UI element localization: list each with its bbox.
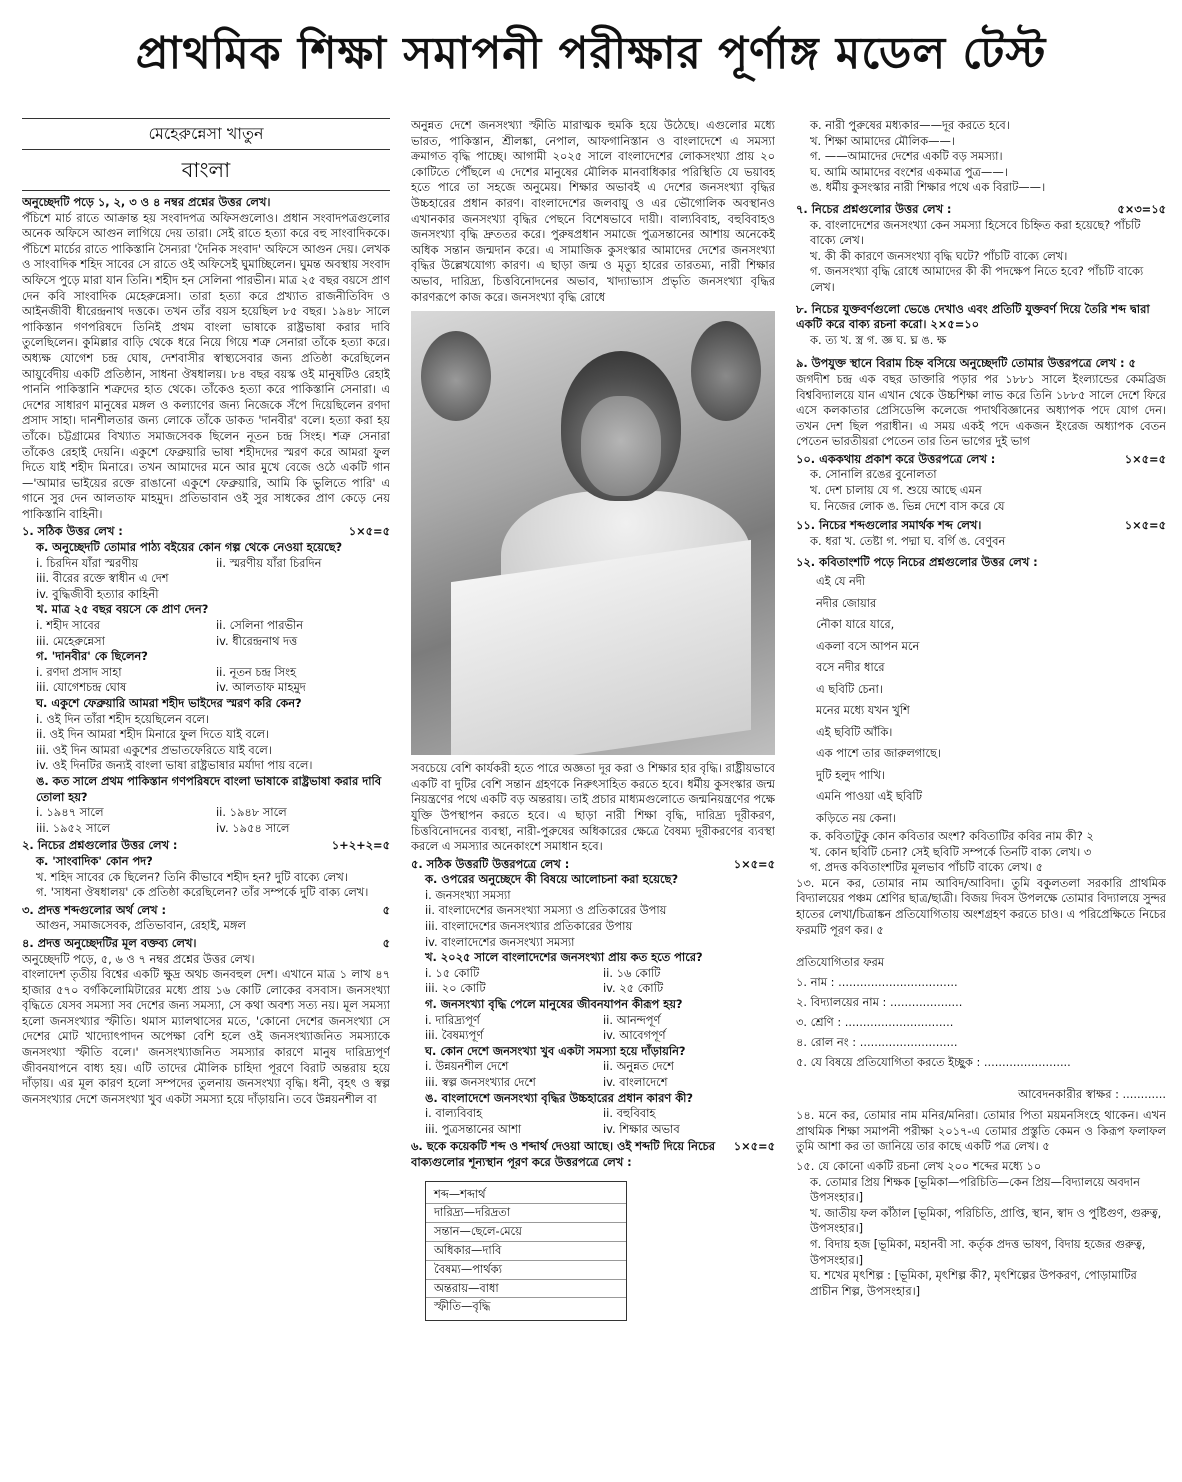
option: iv. আলতাফ মাহমুদ xyxy=(216,680,306,695)
option: ii. বাংলাদেশের জনসংখ্যা সমস্যা ও প্রতিকারের উপায় xyxy=(425,903,667,918)
q1-a: ক. অনুচ্ছেদটি তোমার পাঠ্য বইয়ের কোন গল্প থেকে নেওয়া হয়েছে? xyxy=(36,540,343,555)
poem-line: বসে নদীর ধারে xyxy=(816,660,885,675)
q9-text: জগদীশ চন্দ্র এক বছর ডাক্তারি পড়ার পর ১৮৮১ সালে ইংল্যান্ডের কেমব্রিজ বিশ্ববিদ্যালয়ে যান এখান থেকে উচ্চশিক্ষা লাভ করে তিনি ১৮৮৫ সালে দেশে ফিরে এসে কলকাতার প্রেসিডেন্সি কলেজে পদার্থবিজ্ঞানের অধ্যাপক পদে যোগ দেন। তখন দেশ ছিল পরাধীন। এ সময় একই পদে একজন ইংরেজ অধ্যাপক বেতন পেতেন ভারতীয়রা পেতেন তার তিন ভাগের দুই ভাগ xyxy=(796,371,1166,449)
q12-b: খ. কোন ছবিটি চেনা? সেই ছবিটি সম্পর্কে তিনটি বাক্য লেখ। ৩ xyxy=(810,844,1092,859)
intro-2: অনুচ্ছেদটি পড়ে, ৫, ৬ ও ৭ নম্বর প্রশ্নের উত্তর লেখ। xyxy=(22,951,255,966)
option: ii. সেলিনা পারভীন xyxy=(216,618,304,633)
passage-2: বাংলাদেশ তৃতীয় বিশ্বের একটি ক্ষুদ্র অথচ জনবহুল দেশ। এখানে মাত্র ১ লাখ ৪৭ হাজার ৫৭০ বর্গকিলোমিটারের মধ্যে প্রায় ১৬ কোটি লোকের বসবাস। জনসংখ্যা বৃদ্ধিতে যেসব সমস্যা সব দেশের জন্য সমস্যা, সে কথা অবশ্য সত্য নয়। মূল সমস্যা হলো জনসংখ্যার স্ফীতি। থমাস ম্যালথাসের মতে, 'কোনো দেশের জনসংখ্যা সে দেশের মোট খাদ্যোৎপাদন অপেক্ষা বেশি হলে ওই জনসংখ্যাজনিত সমস্যাকে জনসংখ্যা স্ফীতি বলে।' জনসংখ্যাজনিত সমস্যার কারণে মানুষ দারিদ্র্যপূর্ণ জীবনযাপনে বাধ্য হয়। এটি তাদের মৌলিক চাহিদা পূরণে বিরাট অন্তরায় হয়ে দাঁড়ায়। এর মূল কারণ হলো সম্পদের তুলনায় জনসংখ্যা বৃদ্ধি। ধনী, বৃহৎ ও স্বল্প জনসংখ্যার দেশে জনসংখ্যা খুব একটা সমস্যা হয়ে দাঁড়ায়নি। তবে উন্নয়নশীল বা xyxy=(22,967,390,1106)
intro-heading: অনুচ্ছেদটি পড়ে ১, ২, ৩ ও ৪ নম্বর প্রশ্নের উত্তর লেখ। xyxy=(22,195,271,209)
question-9-header: ৯. উপযুক্ত স্থানে বিরাম চিহ্ন বসিয়ে অনুচ্ছেদটি তোমার উত্তরপত্রে লেখ : ৫ xyxy=(796,356,1136,371)
question-12-header: ১২. কবিতাংশটি পড়ে নিচের প্রশ্নগুলোর উত্তর লেখ : xyxy=(796,555,1038,570)
option: ii. স্মরণীয় যাঁরা চিরদিন xyxy=(216,555,322,570)
option: ii. বহুবিবাহ xyxy=(603,1106,656,1121)
option: ii. আনন্দপূর্ণ xyxy=(603,1012,661,1027)
option: iii. মেহেরুন্নেসা xyxy=(36,633,105,648)
column-2 xyxy=(411,118,775,1478)
poem-line: একলা বসে আপন মনে xyxy=(816,638,920,653)
option: i. ১৯৪৭ সালে xyxy=(36,805,104,820)
q5-e: ঙ. বাংলাদেশে জনসংখ্যা বৃদ্ধির উচ্চহারের প্রধান কারণ কী? xyxy=(425,1090,694,1105)
q7-item: খ. কী কী কারণে জনসংখ্যা বৃদ্ধি ঘটে? পাঁচটি বাক্যে লেখ। xyxy=(810,248,1068,263)
poem xyxy=(796,571,1166,829)
option: iv. বুদ্ধিজীবী হত্যার কাহিনী xyxy=(36,586,159,601)
option: iv. ২৫ কোটি xyxy=(603,981,664,996)
form-title: প্রতিযোগিতার ফরম xyxy=(796,955,885,970)
q10-item: ঘ. নিজের লোক ঙ. ভিন্ন দেশে বাস করে যে xyxy=(810,498,1005,513)
q10-item: ক. সোনালি রঙের বুনোলতা xyxy=(810,467,937,482)
q12-a: ক. কবিতাটুকু কোন কবিতার অংশ? কবিতাটির কবির নাম কী? ২ xyxy=(810,829,1094,844)
q5-d: ঘ. কোন দেশে জনসংখ্যা খুব একটা সমস্যা হয়ে দাঁড়ায়নি? xyxy=(425,1043,686,1058)
poem-line: দুটি হলুদ পাখি। xyxy=(816,767,885,782)
competition-form xyxy=(796,952,1166,1104)
word-meaning-box xyxy=(425,1181,627,1322)
q15-item: ঘ. শখের মৃৎশিল্প : [ভূমিকা, মৃৎশিল্প কী?, মৃৎশিল্পের উপকরণ, পোড়ামাটির প্রাচীন শিল্প, উপসংহার।] xyxy=(810,1268,1137,1298)
option: iii. ১৯৫২ সালে xyxy=(36,820,110,835)
option: i. দারিদ্র্যপূর্ণ xyxy=(425,1012,480,1027)
passage-1: পঁচিশে মার্চ রাতে আক্রান্ত হয় সংবাদপত্র অফিসগুলোও। প্রধান সংবাদপত্রগুলোর অনেক অফিসে আগুন লাগিয়ে দেয় তারা। সেই রাতে হত্যা করে বহু সাংবাদিককে। পঁচিশে মার্চের রাতে পাকিস্তানি সৈন্যরা 'দৈনিক সংবাদ' অফিসে আগুন দেয়। লেখক ও সাংবাদিক শহিদ সাবের সে রাতে ওই অফিসেই ঘুমাচ্ছিলেন। ঘুমন্ত অবস্থায় সংবাদ অফিসে পুড়ে মারা যান তিনি। শহীদ হন সেলিনা পারভীন। মাত্র ২৫ বছর বয়সে প্রাণ দেন কবি সাংবাদিক মেহেরুন্নেসা। তারা হত্যা করে প্রখ্যাত রাজনীতিবিদ ও আইনজীবী ধীরেন্দ্রনাথ দত্তকে। তখন তাঁর বয়স হয়েছিল ৮৫ বছর। ১৯৪৮ সালে পাকিস্তান গণপরিষদে তিনিই প্রথম বাংলা ভাষাকে রাষ্ট্রভাষা করার দাবি তুলেছিলেন। কুমিল্লার বাড়ি থেকে ধরে নিয়ে গিয়ে শত্রু সেনারা তাঁকে হত্যা করে। অধ্যক্ষ যোগেশ চন্দ্র ঘোষ, দেশবাসীর স্বাস্থ্যসেবার জন্য প্রতিষ্ঠা করেছিলেন আয়ুর্বেদীয় একটি প্রতিষ্ঠান, সাধনা ঔষধালয়। ৮৪ বছর বয়স্ক ওই মানুষটিও রেহাই পাননি পাকিস্তানি শত্রুদের হাত থেকে। তাঁকেও হত্যা করে পাকিস্তানি সেনারা। এ দেশের সাধারণ মানুষের মঙ্গল ও কল্যাণের জন্য নিজেকে সঁপে দিয়েছিলেন রণদা প্রসাদ সাহা। দানশীলতার জন্য লোকে তাঁকে ডাকত 'দানবীর' বলে। হত্যা করা হয় তাঁকে। চট্টগ্রামের বিখ্যাত সমাজসেবক ছিলেন নূতন চন্দ্র সিংহ। শত্রু সেনারা তাঁকেও রেহাই দেয়নি। একুশে ফেব্রুয়ারি ভাষা শহীদদের স্মরণ করে আমরা ফুল দিতে যাই শহীদ মিনারে। তখন আমাদের মনে আর মুখে বেজে ওঠে একটি গান—'আমার ভাইয়ের রক্তে রাঙানো একুশে ফেব্রুয়ারি, আমি কি ভুলিতে পারি' এ গানে সুর দেন আলতাফ মাহমুদ। প্রতিভাবান ওই সুর সাধকের প্রাণ কেড়ে নেয় পাকিস্তানি বাহিনী। xyxy=(22,210,390,521)
q15-item: ক. তোমার প্রিয় শিক্ষক [ভূমিকা—পরিচিতি—কেন প্রিয়—বিদ্যালয়ে অবদান উপসংহার।] xyxy=(810,1174,1140,1205)
subject-heading: বাংলা xyxy=(22,150,390,191)
option: i. বাল্যবিবাহ xyxy=(425,1106,483,1121)
option: iii. বীরের রক্তে স্বাধীন এ দেশ xyxy=(36,571,169,586)
option: iii. বৈষম্যপূর্ণ xyxy=(425,1028,484,1043)
question-5-header: ৫. সঠিক উত্তরটি উত্তরপত্রে লেখ : ১×৫=৫ xyxy=(411,856,775,871)
option: iii. পুত্রসন্তানের আশা xyxy=(425,1121,522,1136)
word-row: বৈষম্য—পার্থক্য xyxy=(426,1261,626,1280)
form-field: ১. নাম : ................................. xyxy=(796,975,958,990)
poem-line: এই যে নদী xyxy=(816,574,866,589)
form-field: ৩. শ্রেণি : .............................. xyxy=(796,1015,954,1030)
q5-c: গ. জনসংখ্যা বৃদ্ধি পেলে মানুষের জীবনযাপন কীরূপ হয়? xyxy=(425,997,683,1012)
option: iv. শিক্ষার অভাব xyxy=(603,1121,680,1136)
q15-item: গ. বিদায় হজ [ভূমিকা, মহানবী সা. কর্তৃক প্রদত্ত ভাষণ, বিদায় হজের গুরুত্ব, উপসংহার।] xyxy=(810,1236,1146,1267)
q6-item: খ. শিক্ষা আমাদের মৌলিক——। xyxy=(810,133,956,148)
q8-items: ক. ত্য খ. স্ত্র গ. জ্ঞ ঘ. ঘ্ন ঙ. ক্ষ xyxy=(810,332,947,347)
option: ii. ওই দিন আমরা শহীদ মিনারে ফুল দিতে যাই বলে। xyxy=(36,727,270,742)
passage-2-end: সবচেয়ে বেশি কার্যকরী হতে পারে অজ্ঞতা দূর করা ও শিক্ষার হার বৃদ্ধি। রাষ্ট্রীয়ভাবে একটি বা দুটির বেশি সন্তান গ্রহণকে নিরুৎসাহিত করতে হবে। ধর্মীয় কুসংস্কার জন্ম নিয়ন্ত্রণের পথে একটি বড় অন্তরায়। তাই প্রচার মাধ্যমগুলোতে জন্মনিয়ন্ত্রণের পক্ষে যুক্তি উপস্থাপন করতে হবে। এ ছাড়া নারী শিক্ষা বৃদ্ধি, দারিদ্র্য দূরীকরণ, চিত্তবিনোদনের ব্যবস্থা, নারী-পুরুষের অধিকারের ক্ষেত্রে বৈষম্য দূরীকরণের ব্যবস্থা করলে এ সমস্যার অনেকাংশে সমাধান হবে। xyxy=(411,761,775,854)
poem-line: নদীর জোয়ার xyxy=(816,595,877,610)
poem-line: এমনি পাওয়া এই ছবিটি xyxy=(816,789,922,804)
q6-item: গ. ——আমাদের দেশের একটি বড় সমস্যা। xyxy=(810,149,1003,164)
poem-line: নৌকা যারে যারে, xyxy=(816,617,895,632)
option: i. রণদা প্রসাদ সাহা xyxy=(36,664,122,679)
question-6-header: ৬. ছকে কয়েকটি শব্দ ও শব্দার্থ দেওয়া আছে। ওই শব্দটি দিয়ে নিচের বাক্যগুলোর শূন্যস্থান পূরণ করে উত্তরপত্রে লেখ : ১×৫=৫ xyxy=(411,1139,775,1169)
option: iv. ধীরেন্দ্রনাথ দত্ত xyxy=(216,633,298,648)
q2-a: ক. 'সাংবাদিক' কোন পদ? xyxy=(36,853,153,868)
option: iii. স্বল্প জনসংখ্যার দেশে xyxy=(425,1075,536,1089)
word-row: অন্তরায়—বাধা xyxy=(426,1280,626,1299)
q11-items: ক. ধরা খ. তেষ্টা গ. পদ্মা ঘ. বর্গি ঙ. বেণুবন xyxy=(810,533,1006,548)
option: iii. ওই দিন আমরা একুশের প্রভাতফেরিতে যাই বলে। xyxy=(36,742,272,757)
question-1-header: ১. সঠিক উত্তর লেখ : ১×৫=৫ xyxy=(22,524,390,539)
option: ii. ১৬ কোটি xyxy=(603,965,661,980)
option: iii. ২০ কোটি xyxy=(425,981,486,996)
option: ii. নূতন চন্দ্র সিংহ xyxy=(216,664,296,679)
q6-item: ঘ. আমি আমাদের বংশের একমাত্র পুত্র——। xyxy=(810,164,1008,179)
option: iii. যোগেশচন্দ্র ঘোষ xyxy=(36,680,127,695)
q3-words: আগুন, সমাজসেবক, প্রতিভাবান, রেহাই, মঙ্গল xyxy=(36,918,246,933)
option: i. ১৫ কোটি xyxy=(425,965,480,980)
word-row: স্ফীতি—বৃদ্ধি xyxy=(434,1299,491,1314)
question-7-header: ৭. নিচের প্রশ্নগুলোর উত্তর লেখ : ৫×৩=১৫ xyxy=(796,201,1166,216)
option: iv. বাংলাদেশের জনসংখ্যা সমস্যা xyxy=(425,934,575,949)
q6-item: ঙ. ধর্মীয় কুসংস্কার নারী শিক্ষার পথে এক বিরাট——। xyxy=(810,180,1046,195)
q5-a: ক. ওপরের অনুচ্ছেদে কী বিষয়ে আলোচনা করা হয়েছে? xyxy=(425,872,679,887)
poem-line: মনের মধ্যে যখন খুশি xyxy=(816,703,910,718)
option: i. উন্নয়নশীল দেশে xyxy=(425,1059,509,1074)
author-name: মেহেরুন্নেসা খাতুন xyxy=(22,119,390,150)
q1-b: খ. মাত্র ২৫ বছর বয়সে কে প্রাণ দেন? xyxy=(36,602,209,617)
word-row: সন্তান—ছেলে-মেয়ে xyxy=(426,1223,626,1242)
option: iv. বাংলাদেশে xyxy=(603,1075,668,1089)
form-field: ২. বিদ্যালয়ের নাম : .................... xyxy=(796,995,963,1010)
question-11-header: ১১. নিচের শব্দগুলোর সমার্থক শব্দ লেখ। ১×৫=৫ xyxy=(796,518,1166,533)
column-3 xyxy=(796,118,1166,1478)
option: ii. ১৯৪৮ সালে xyxy=(216,805,287,820)
q7-item: গ. জনসংখ্যা বৃদ্ধি রোধে আমাদের কী কী পদক্ষেপ নিতে হবে? পাঁচটি বাক্যে লেখ। xyxy=(810,264,1144,294)
poem-line: কড়িতে নয় কেনা। xyxy=(816,810,896,825)
word-row: অধিকার—দাবি xyxy=(426,1242,626,1261)
question-2-header: ২. নিচের প্রশ্নগুলোর উত্তর লেখ : ১+২+২=৫ xyxy=(22,838,390,853)
option: iv. আবেগপূর্ণ xyxy=(603,1028,666,1043)
option: i. ওই দিন তাঁরা শহীদ হয়েছিলেন বলে। xyxy=(36,711,210,726)
option: iv. ওই দিনটির জন্যই বাংলা ভাষা রাষ্ট্রভাষার মর্যাদা পায় বলে। xyxy=(36,758,313,773)
option: i. চিরদিন যাঁরা স্মরণীয় xyxy=(36,555,139,570)
question-14: ১৪. মনে কর, তোমার নাম মনির/মনিরা। তোমার পিতা ময়মনসিংহে থাকেন। এখন প্রাথমিক শিক্ষা সমাপনী পরীক্ষা ২০১৭-এ তোমার প্রস্তুতি কেমন ও কিরূপ ফলাফল তুমি আশা কর তা জানিয়ে তার কাছে একটি পত্র লেখ। ৫ xyxy=(796,1108,1166,1154)
poem-line: এ ছবিটি চেনা। xyxy=(816,681,883,696)
column-1 xyxy=(22,118,390,1478)
q2-c: গ. 'সাধনা ঔষধালয়' কে প্রতিষ্ঠা করেছিলেন? তাঁর সম্পর্কে দুটি বাক্য লেখ। xyxy=(36,885,369,900)
option: ii. অনুন্নত দেশে xyxy=(603,1059,674,1074)
signature-line: আবেদনকারীর স্বাক্ষর : ............ xyxy=(1018,1087,1166,1102)
question-8-header: ৮. নিচের যুক্তবর্ণগুলো ভেঙে দেখাও এবং প্রতিটি যুক্তবর্ণ দিয়ে তৈরি শব্দ দ্বারা একটি করে বাক্য রচনা করো। ২×৫=১০ xyxy=(796,301,1150,332)
q2-b: খ. শহিদ সাবের কে ছিলেন? তিনি কীভাবে শহীদ হন? দুটি বাক্যে লেখ। xyxy=(36,869,348,884)
question-15-header: ১৫. যে কোনো একটি রচনা লেখ ২০০ শব্দের মধ্যে ১০ xyxy=(796,1158,1042,1173)
question-4-header: ৪. প্রদত্ত অনুচ্ছেদটির মূল বক্তব্য লেখ। ৫ xyxy=(22,935,390,950)
poem-line: এক পাশে তার জারুলগাছে। xyxy=(816,746,942,761)
question-3-header: ৩. প্রদত্ত শব্দগুলোর অর্থ লেখ : ৫ xyxy=(22,902,390,917)
option: iii. বাংলাদেশের জনসংখ্যার প্রতিকারের উপায় xyxy=(425,919,633,934)
q1-e: ঙ. কত সালে প্রথম পাকিস্তান গণপরিষদে বাংলা ভাষাকে রাষ্ট্রভাষা করার দাবি তোলা হয়? xyxy=(36,773,382,804)
passage-2-continued: অনুন্নত দেশে জনসংখ্যা স্ফীতি মারাত্মক হুমকি হয়ে উঠেছে। এগুলোর মধ্যে ভারত, পাকিস্তান, শ্রীলঙ্কা, নেপাল, আফগানিস্তান ও বাংলাদেশে এ সমস্যা ক্রমাগত বৃদ্ধি পাচ্ছে। আগামী ২০২৫ সালে বাংলাদেশের লোকসংখ্যা প্রায় ২০ কোটিতে পৌঁছলে এ দেশের মানুষের মৌলিক মানবাধিকার পরিস্থিতি যে ভয়াবহ হতে পারে তা সহজে অনুমেয়। শিক্ষার অভাবই এ দেশের জনসংখ্যা বৃদ্ধির উচ্চহারের প্রধান কারণ। বাংলাদেশের জলবায়ু ও এর ভৌগোলিক অবস্থানও এখানকার জনসংখ্যা বৃদ্ধির পেছনে বিশেষভাবে দায়ী। বাল্যবিবাহ, বহুবিবাহও জনসংখ্যা বৃদ্ধি দ্রুততর করে। পুরুষপ্রধান সমাজে পুত্রসন্তানের আশায় অনেকেই অধিক সন্তান জন্মদান করে। এ সামাজিক কুসংস্কার আমাদের দেশের জনসংখ্যা বৃদ্ধির উল্লেখযোগ্য কারণ। এ ছাড়া জন্ম ও মৃত্যু হারের তারতম্য, নারী শিক্ষার অভাব, দারিদ্র্য, চিত্তবিনোদনের অভাব, খাদ্যাভ্যাস প্রভৃতি জনসংখ্যা বৃদ্ধির কারণরূপে কাজ করে। জনসংখ্যা বৃদ্ধি রোধে xyxy=(411,118,775,304)
q15-item: খ. জাতীয় ফল কাঁঠাল [ভূমিকা, পরিচিতি, প্রাপ্তি, স্থান, স্বাদ ও পুষ্টিগুণ, গুরুত্ব, উপসংহার।] xyxy=(810,1205,1162,1236)
q10-item: খ. দেশ চালায় যে গ. শুয়ে আছে এমন xyxy=(810,483,982,498)
q7-item: ক. বাংলাদেশের জনসংখ্যা কেন সমস্যা হিসেবে চিহ্নিত করা হয়েছে? পাঁচটি বাক্যে লেখ। xyxy=(810,217,1141,248)
q6-item: ক. নারী পুরুষের মধ্যকার——দূর করতে হবে। xyxy=(810,118,1010,132)
option: iv. ১৯৫৪ সালে xyxy=(216,820,290,835)
word-row: শব্দ—শব্দার্থ xyxy=(426,1186,626,1205)
option: i. জনসংখ্যা সমস্যা xyxy=(425,887,511,902)
form-field: ৫. যে বিষয়ে প্রতিযোগিতা করতে ইচ্ছুক : ........................ xyxy=(796,1055,1071,1070)
page-title: প্রাথমিক শিক্ষা সমাপনী পরীক্ষার পূর্ণাঙ্গ মডেল টেস্ট xyxy=(135,28,1047,79)
student-writing-photo xyxy=(411,311,775,755)
q1-c: গ. 'দানবীর' কে ছিলেন? xyxy=(36,649,148,664)
question-13: ১৩. মনে কর, তোমার নাম আবিদ/আবিদা। তুমি বকুলতলা সরকারি প্রাথমিক বিদ্যালয়ের পঞ্চম শ্রেণির ছাত্র/ছাত্রী। বিজয় দিবস উপলক্ষে তোমার বিদ্যালয়ে সুন্দর হাতের লেখা/চিত্রাঙ্কন প্রতিযোগিতায় অংশগ্রহণ করতে চাও। এ পরিপ্রেক্ষিতে নিচের ফরমটি পূরণ কর। ৫ xyxy=(796,875,1166,937)
option: i. শহীদ সাবের xyxy=(36,618,101,633)
poem-line: এই ছবিটি আঁকি। xyxy=(816,724,893,739)
q1-d: ঘ. একুশে ফেব্রুয়ারি আমরা শহীদ ভাইদের স্মরণ করি কেন? xyxy=(36,696,302,710)
q12-c: গ. প্রদত্ত কবিতাংশটির মূলভাব পাঁচটি বাক্যে লেখ। ৫ xyxy=(810,860,1043,875)
word-row: দারিদ্র্য—দরিদ্রতা xyxy=(426,1204,626,1223)
q5-b: খ. ২০২৫ সালে বাংলাদেশের জনসংখ্যা প্রায় কত হতে পারে? xyxy=(425,950,703,965)
form-field: ৪. রোল নং : ........................... xyxy=(796,1035,958,1050)
question-10-header: ১০. এককথায় প্রকাশ করে উত্তরপত্রে লেখ : ১×৫=৫ xyxy=(796,451,1166,466)
